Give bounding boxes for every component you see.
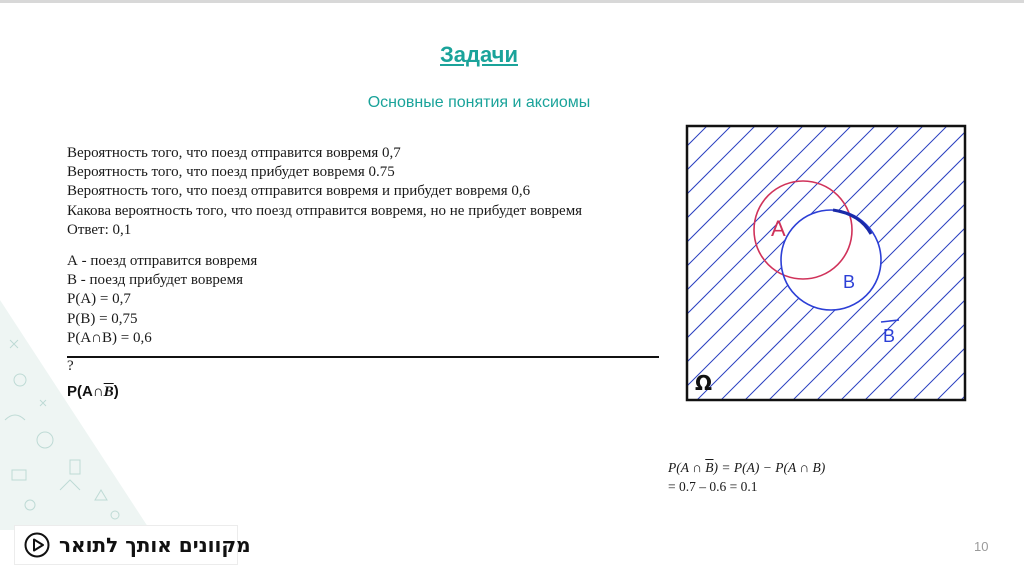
problem-text: [67, 144, 667, 348]
slide-subtitle: Основные понятия и аксиомы: [367, 94, 591, 111]
formula-line-1: P(A ∩ $\overline{B}) = P(A) - P(A$ ∩ B): [668, 460, 826, 475]
problem-line: Вероятность того, что поезд отправится вовремя и прибудет вовремя 0,6: [67, 183, 531, 200]
definition-line: Р(А) = 0,7: [67, 291, 131, 308]
label-omega: Ω: [695, 371, 713, 395]
definition-line: В - поезд прибудет вовремя: [67, 272, 243, 289]
omega-frame: [687, 126, 965, 400]
target-prefix: P(A∩: [67, 383, 104, 400]
target-suffix: ): [113, 383, 119, 400]
venn-diagram: [685, 124, 967, 406]
hatch-line: [685, 124, 901, 406]
label-b: B: [843, 272, 856, 292]
brand-logo: [14, 525, 251, 565]
problem-line: Какова вероятность того, что поезд отправится вовремя, но не прибудет вовремя: [67, 202, 583, 219]
definition-line: Р(А∩В) = 0,6: [67, 329, 152, 346]
label-a: A: [771, 216, 786, 241]
circle-a: [754, 181, 852, 279]
hatch-line: [913, 124, 967, 406]
hatch-line: [685, 124, 949, 406]
hatch-line: [817, 124, 967, 406]
answer-line: Ответ: 0,1: [67, 221, 132, 238]
label-b-complement: B: [883, 326, 896, 346]
solution-formula: [668, 458, 825, 496]
slide-title: Задачи: [440, 42, 518, 67]
divider-line: [67, 356, 659, 358]
problem-line: Вероятность того, что поезд отправится вовремя 0,7: [67, 145, 401, 161]
hatch-line: [685, 124, 757, 406]
brand-text: מקוונים אותך לתואר: [59, 533, 251, 557]
decorative-pattern: [0, 300, 150, 530]
definition-line: А - поезд отправится вовремя: [67, 253, 258, 270]
play-circle-icon: [23, 531, 51, 559]
definition-line: Р(В) = 0,75: [67, 310, 138, 327]
formula-line-2: = 0.7 – 0.6 = 0.1: [668, 479, 758, 494]
target-complement: $\overline{B}$: [103, 384, 114, 400]
page-number: 10: [974, 539, 989, 554]
complement-bar: [881, 320, 899, 322]
question-mark: ?: [67, 358, 74, 374]
hatch-line: [769, 124, 967, 406]
hatch-region: [685, 124, 967, 406]
problem-line: Вероятность того, что поезд прибудет вовремя 0.75: [67, 164, 395, 181]
top-border: [0, 0, 1024, 3]
